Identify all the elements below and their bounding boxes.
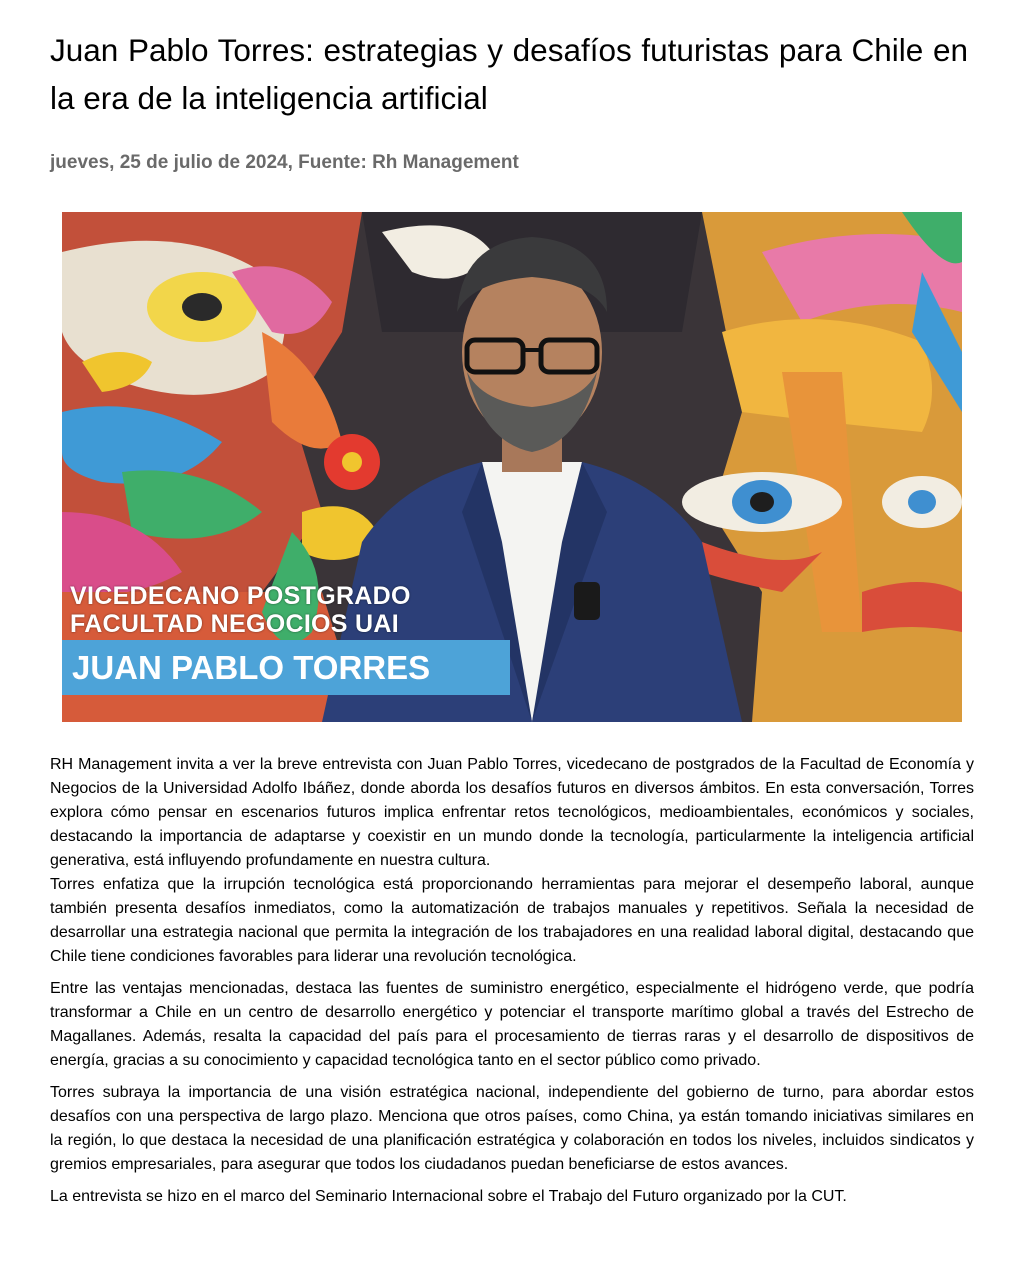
article-title: Juan Pablo Torres: estrategias y desafíos futuristas para Chile en la era de la inteligencia artificial <box>50 32 968 116</box>
role-line-1: VICEDECANO POSTGRADO <box>70 582 411 610</box>
article-body <box>50 753 974 1217</box>
role-line-2: FACULTAD NEGOCIOS UAI <box>70 610 399 638</box>
paragraph: Entre las ventajas mencionadas, destaca las fuentes de suministro energético, especialmente el hidrógeno verde, que podría transformar a Chile en un centro de desarrollo energético y potenciar el transporte marítimo global a través del Estrecho de Magallanes. Además, resalta la capacidad del país para el procesamiento de tierras raras y el desarrollo de dispositivos de energía, gracias a su conocimiento y capacidad tecnológica tanto en el sector público como privado. <box>50 980 974 1069</box>
paragraph: RH Management invita a ver la breve entrevista con Juan Pablo Torres, vicedecano de postgrados de la Facultad de Economía y Negocios de la Universidad Adolfo Ibáñez, donde aborda los desafíos futuros en diversos ámbitos. En esta conversación, Torres explora cómo pensar en escenarios futuros implica enfrentar retos tecnológicos, medioambientales, económicos y sociales, destacando la importancia de adaptarse y coexistir en un mundo donde la tecnología, particularmente la inteligencia artificial generativa, está influyendo profundamente en nuestra cultura. <box>50 756 974 869</box>
interview-photo <box>62 212 962 722</box>
name-plate: JUAN PABLO TORRES <box>62 640 510 695</box>
paragraph: La entrevista se hizo en el marco del Seminario Internacional sobre el Trabajo del Futuro organizado por la CUT. <box>50 1188 847 1205</box>
paragraph: Torres subraya la importancia de una visión estratégica nacional, independiente del gobierno de turno, para abordar estos desafíos con una perspectiva de largo plazo. Menciona que otros países, como China, ya están tomando iniciativas similares en la región, lo que destaca la necesidad de una planificación estratégica y colaboración en todos los niveles, incluidos sindicatos y gremios empresariales, para asegurar que todos los ciudadanos puedan beneficiarse de estos avances. <box>50 1084 974 1173</box>
role-caption <box>70 582 490 638</box>
paragraph: Torres enfatiza que la irrupción tecnológica está proporcionando herramientas para mejorar el desempeño laboral, aunque también presenta desafíos inmediatos, como la automatización de trabajos manuales y repetitivos. Señala la necesidad de desarrollar una estrategia nacional que permita la integración de los trabajadores en una realidad laboral digital, destacando que Chile tiene condiciones favorables para liderar una revolución tecnológica. <box>50 876 974 965</box>
article-meta: jueves, 25 de julio de 2024, Fuente: Rh Management <box>50 152 519 173</box>
